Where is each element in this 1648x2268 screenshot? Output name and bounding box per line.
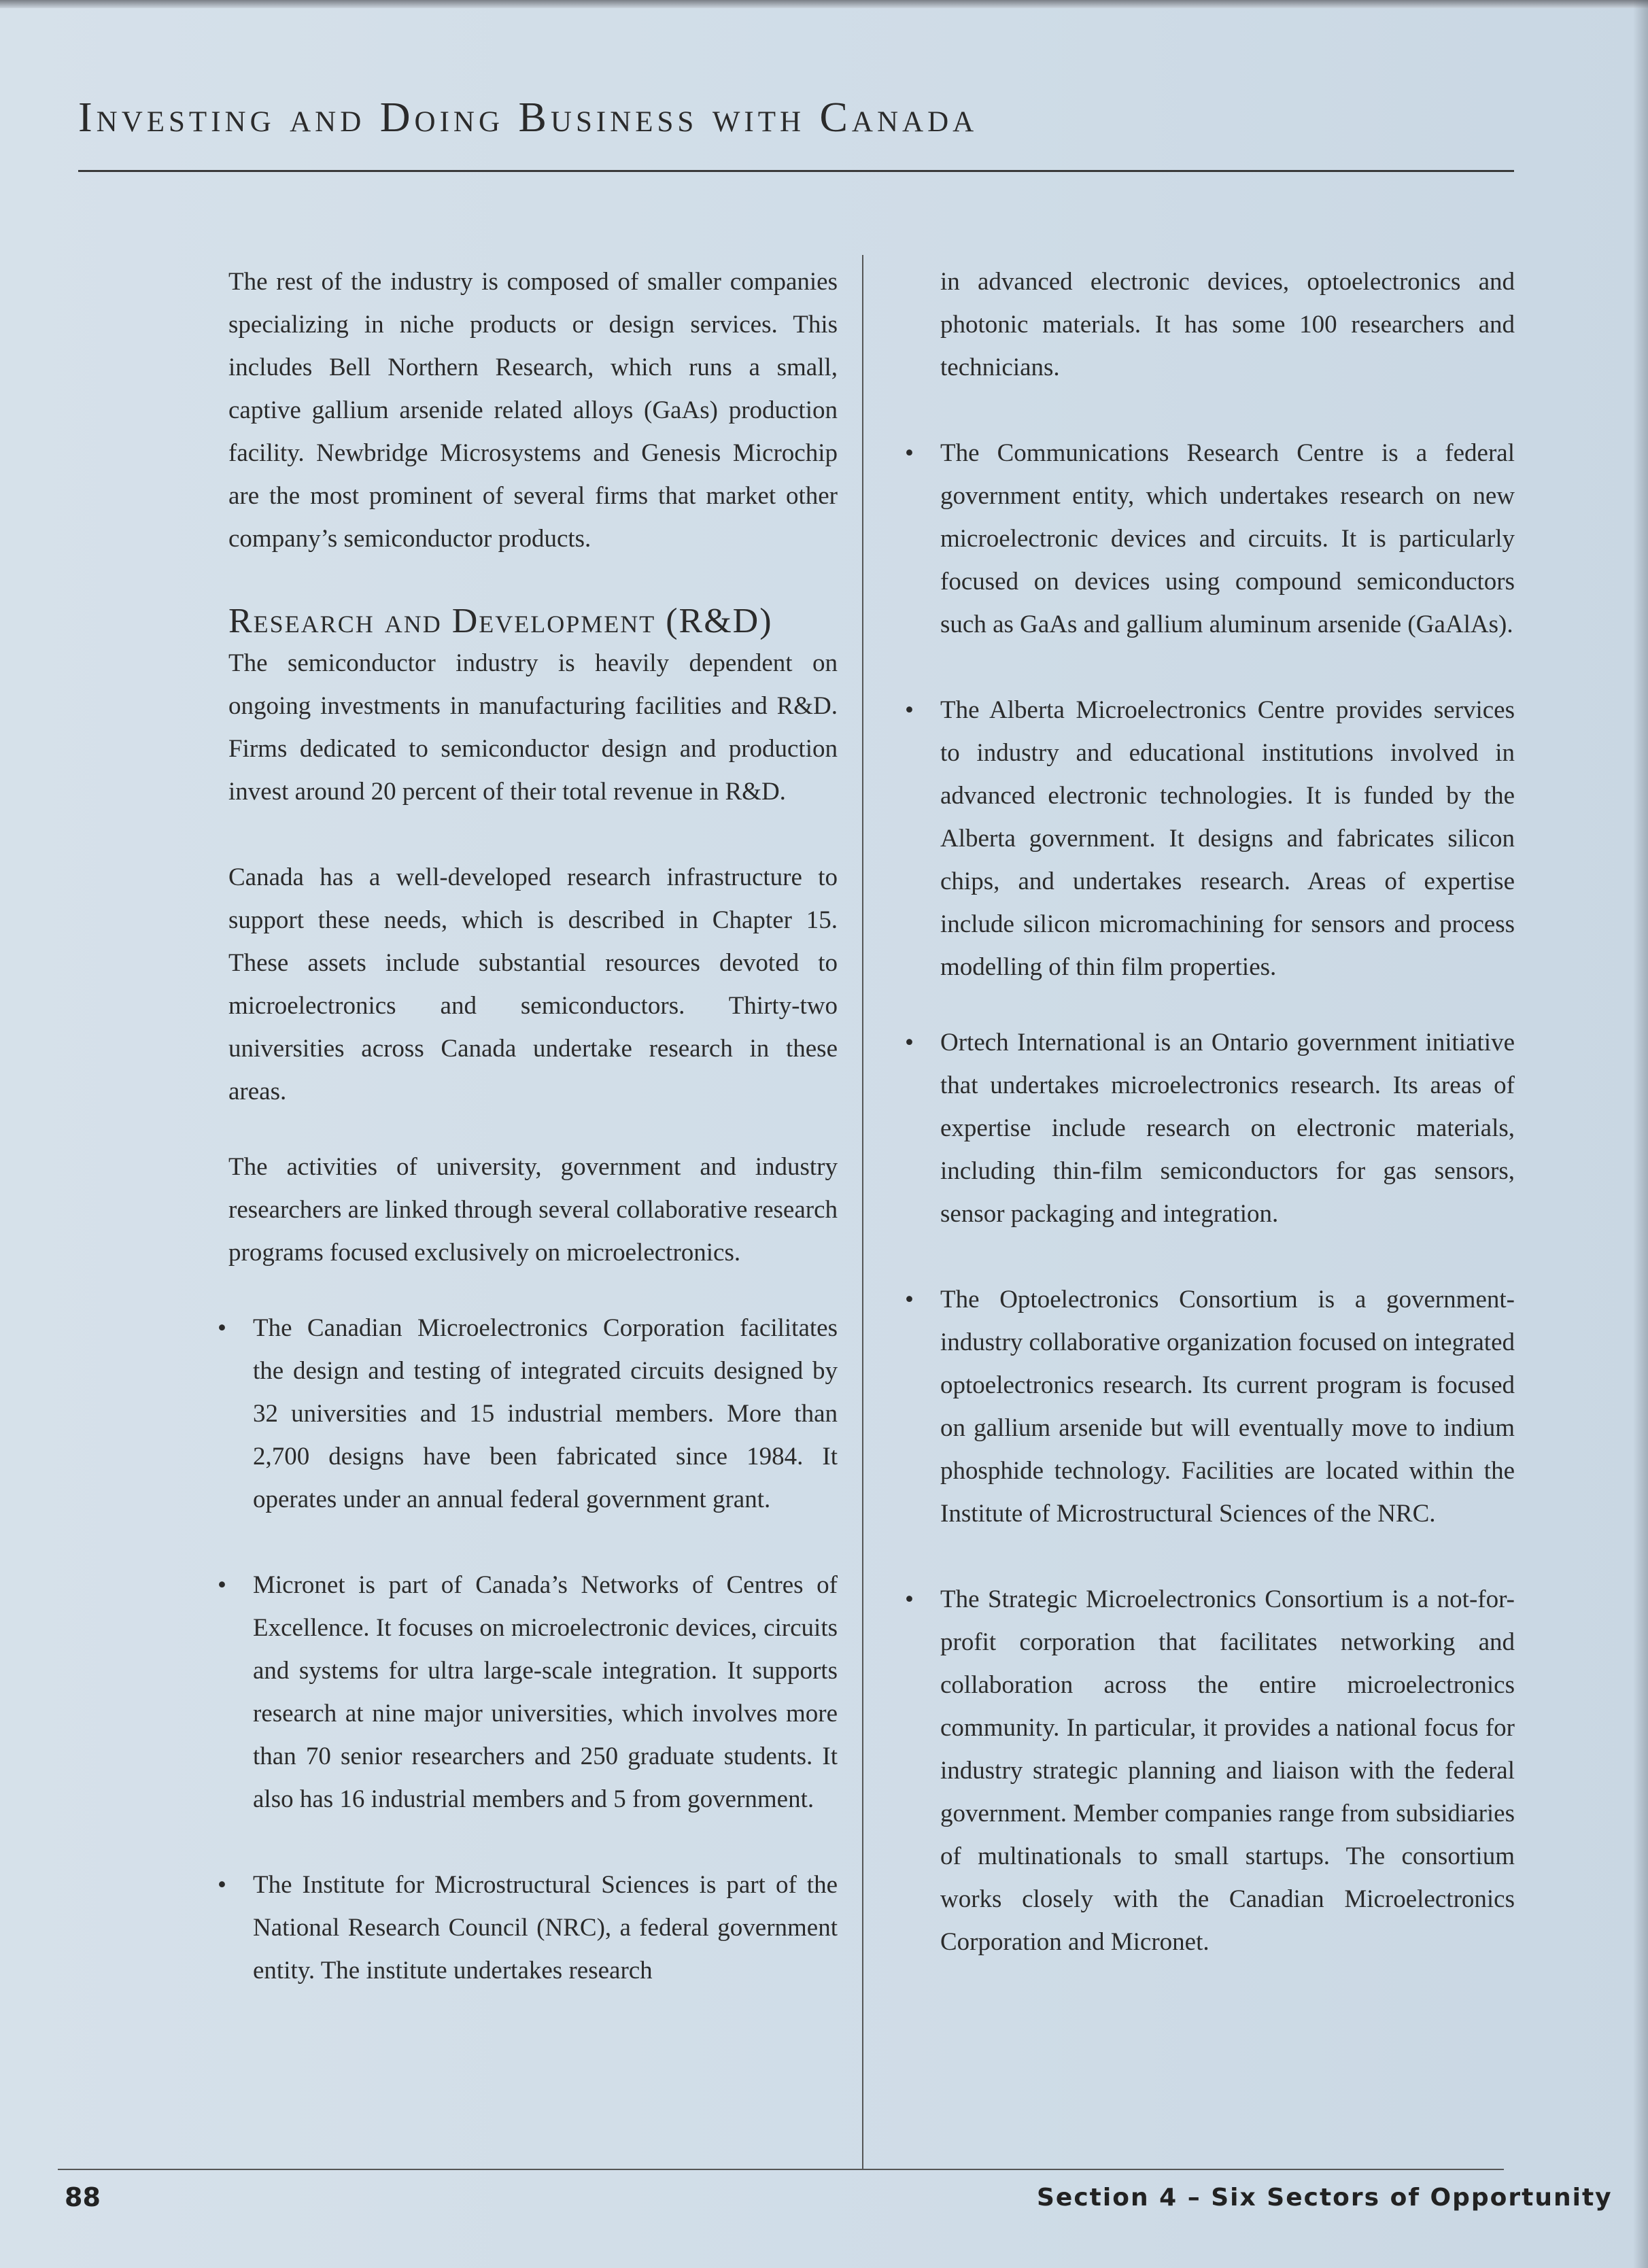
list-item: • The Communications Research Centre is a federal government entity, which undertakes research on new microelectronic devices and circuits. It is particularly focused on devices using compound semiconductors such as GaAs and gallium aluminum arsenide (GaAlAs). [940,432,1515,646]
section-heading-rnd: Research and Development (R&D) [228,602,773,640]
page-number: 88 [65,2182,101,2212]
bullet-icon: • [905,1286,914,1313]
list-item: • The Strategic Microelectronics Consortium is a not-for-profit corporation that facilitates networking and collaboration across the entire microelectronics community. In particular, it provides a national focus for industry strategic planning and liaison with the federal government. Member companies range from subsidiaries of multinationals to small startups. The consortium works closely with the Canadian Microelectronics Corporation and Micronet. [940,1578,1515,1963]
right-column [905,260,1515,1963]
scan-edge [0,0,1648,8]
bullet-icon: • [905,439,914,467]
continuation-paragraph: in advanced electronic devices, optoelectronics and photonic materials. It has some 100 researchers and technicians. [940,268,1515,381]
running-header-title: Investing and Doing Business with Canada [78,94,978,141]
research-program-list [218,1307,838,1992]
header-rule [78,170,1514,172]
column-divider [862,255,863,2169]
list-item: • The Alberta Microelectronics Centre provides services to industry and educational institutions involved in advanced electronic technologies. It is funded by the Alberta government. It designs and fabricates silicon chips, and undertakes research. Areas of expertise include silicon micromachining for sensors and process modelling of thin film properties. [940,689,1515,989]
bullet-icon: • [218,1314,226,1342]
body-paragraph: Canada has a well-developed research infrastructure to support these needs, which is described in Chapter 15. These assets include substantial resources devoted to microelectronics and semiconductors. Thirty-two universities across Canada undertake research in these areas. [228,863,838,1105]
research-organization-list [905,432,1515,1963]
left-column [218,260,838,1992]
bullet-icon: • [218,1571,226,1599]
list-item: • The Optoelectronics Consortium is a government-industry collaborative organization focused on integrated optoelectronics research. Its current program is focused on gallium arsenide but will eventually move to indium phosphide technology. Facilities are located within the Institute of Microstructural Sciences of the NRC. [940,1278,1515,1535]
list-item: • The Institute for Microstructural Sciences is part of the National Research Council (NRC), a federal government entity. The institute undertakes research [223,1863,838,1992]
list-item: • The Canadian Microelectronics Corporation facilitates the design and testing of integrated circuits designed by 32 universities and 15 industrial members. More than 2,700 designs have been fabricated since 1984. It operates under an annual federal government grant. [223,1307,838,1521]
bullet-icon: • [905,1029,914,1056]
body-paragraph: The activities of university, government and industry researchers are linked through several collaborative research programs focused exclusively on microelectronics. [228,1153,838,1267]
bullet-icon: • [905,1585,914,1613]
list-item: • Micronet is part of Canada’s Networks of Centres of Excellence. It focuses on microelectronic devices, circuits and systems for ultra large-scale integration. It supports research at nine major universities, which involves more than 70 senior researchers and 250 graduate students. It also has 16 industrial members and 5 from government. [223,1564,838,1821]
footer-section-label: Section 4 – Six Sectors of Opportunity [1037,2184,1613,2212]
footer-rule [58,2169,1504,2170]
bullet-icon: • [905,696,914,724]
intro-paragraph: The rest of the industry is composed of smaller companies specializing in niche products or design services. This includes Bell Northern Research, which runs a small, captive gallium arsenide related alloys (GaAs) production facility. Newbridge Microsystems and Genesis Microchip are the most prominent of several firms that market other company’s semiconductor products. [228,268,838,553]
bullet-icon: • [218,1871,226,1899]
list-item: • Ortech International is an Ontario government initiative that undertakes microelectronics research. Its areas of expertise include research on electronic materials, including thin-film semiconductors for gas sensors, sensor packaging and integration. [940,1021,1515,1235]
page-edge-shadow [1633,0,1648,2268]
body-paragraph: The semiconductor industry is heavily dependent on ongoing investments in manufacturing facilities and R&D. Firms dedicated to semiconductor design and production invest around 20 percent of their total revenue in R&D. [228,649,838,806]
